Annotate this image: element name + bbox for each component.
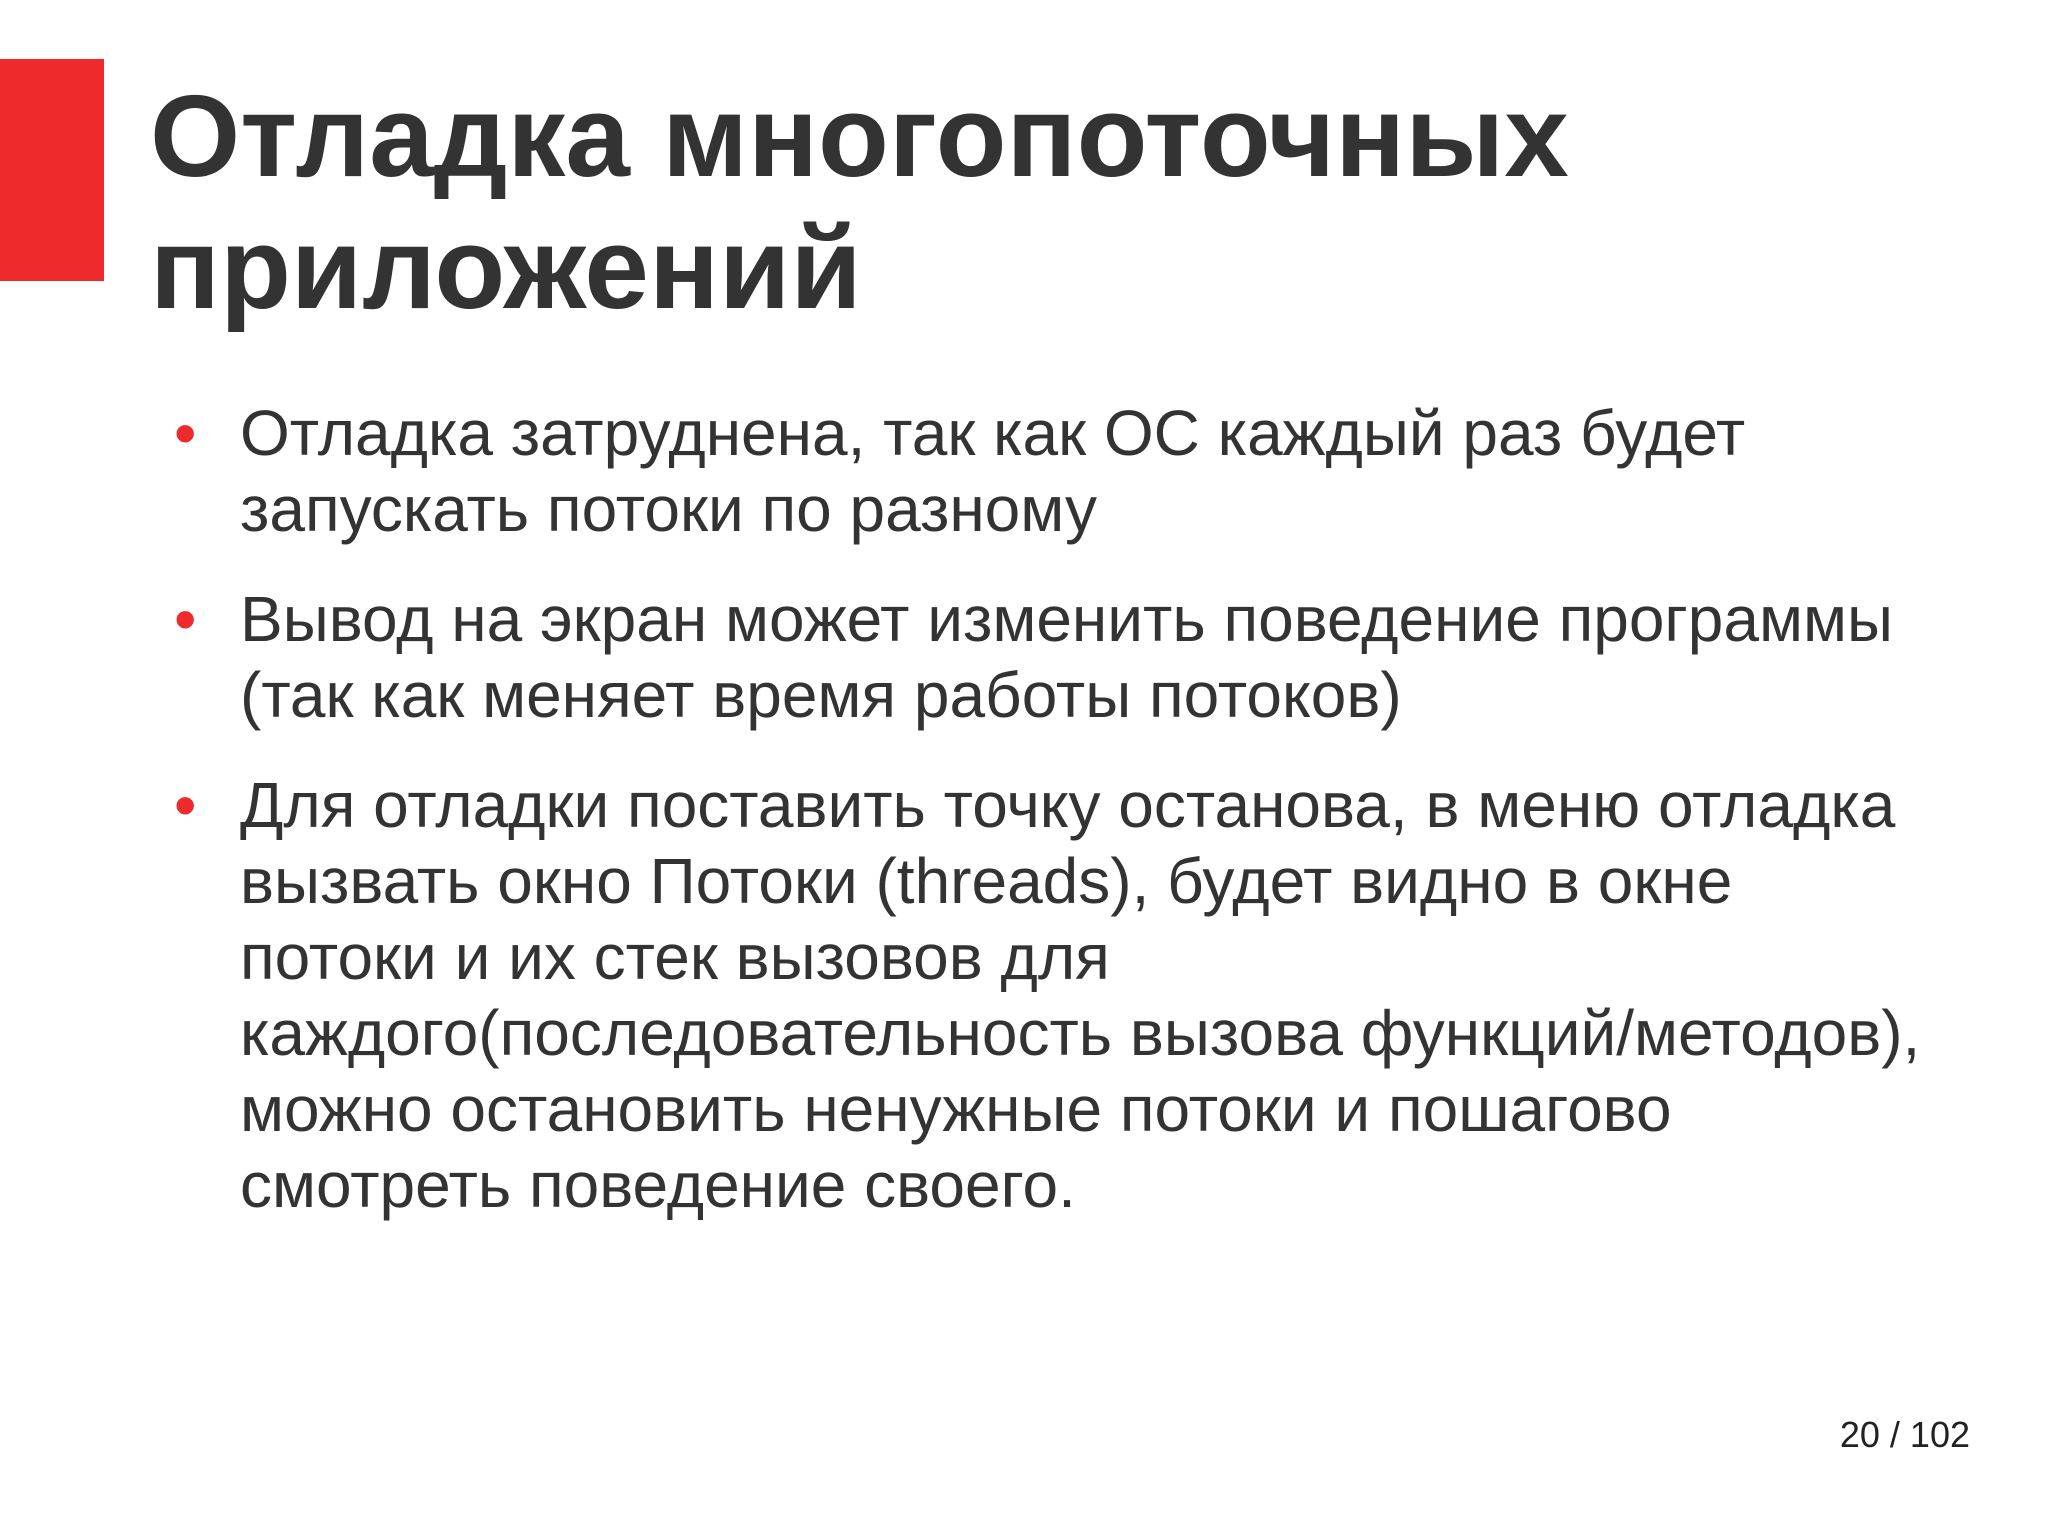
bullet-dot-icon: • — [174, 397, 197, 469]
bullet-text: Для отладки поставить точку останова, в меню отладка вызвать окно Потоки (threads), будет видно в окне потоки и их стек вызовов для каждого(последовательность вызова функций/методов), можно остановить ненужные потоки и пошагово смотреть поведение своего. — [240, 769, 1921, 1221]
bullet-list — [170, 395, 1930, 1257]
bullet-dot-icon: • — [174, 769, 197, 841]
bullet-item — [170, 395, 1930, 547]
bullet-text: Отладка затруднена, так как ОС каждый раз будет запускать потоки по разному — [240, 397, 1746, 545]
bullet-text: Вывод на экран может изменить поведение программы (так как меняет время работы потоков) — [240, 583, 1893, 731]
bullet-dot-icon: • — [174, 583, 197, 655]
slide-title: Отладка многопоточных приложений — [150, 71, 1569, 333]
bullet-item — [170, 581, 1930, 733]
bullet-item — [170, 767, 1930, 1223]
title-accent-bar — [0, 59, 104, 281]
page-number: 20 / 102 — [1839, 1414, 1970, 1455]
